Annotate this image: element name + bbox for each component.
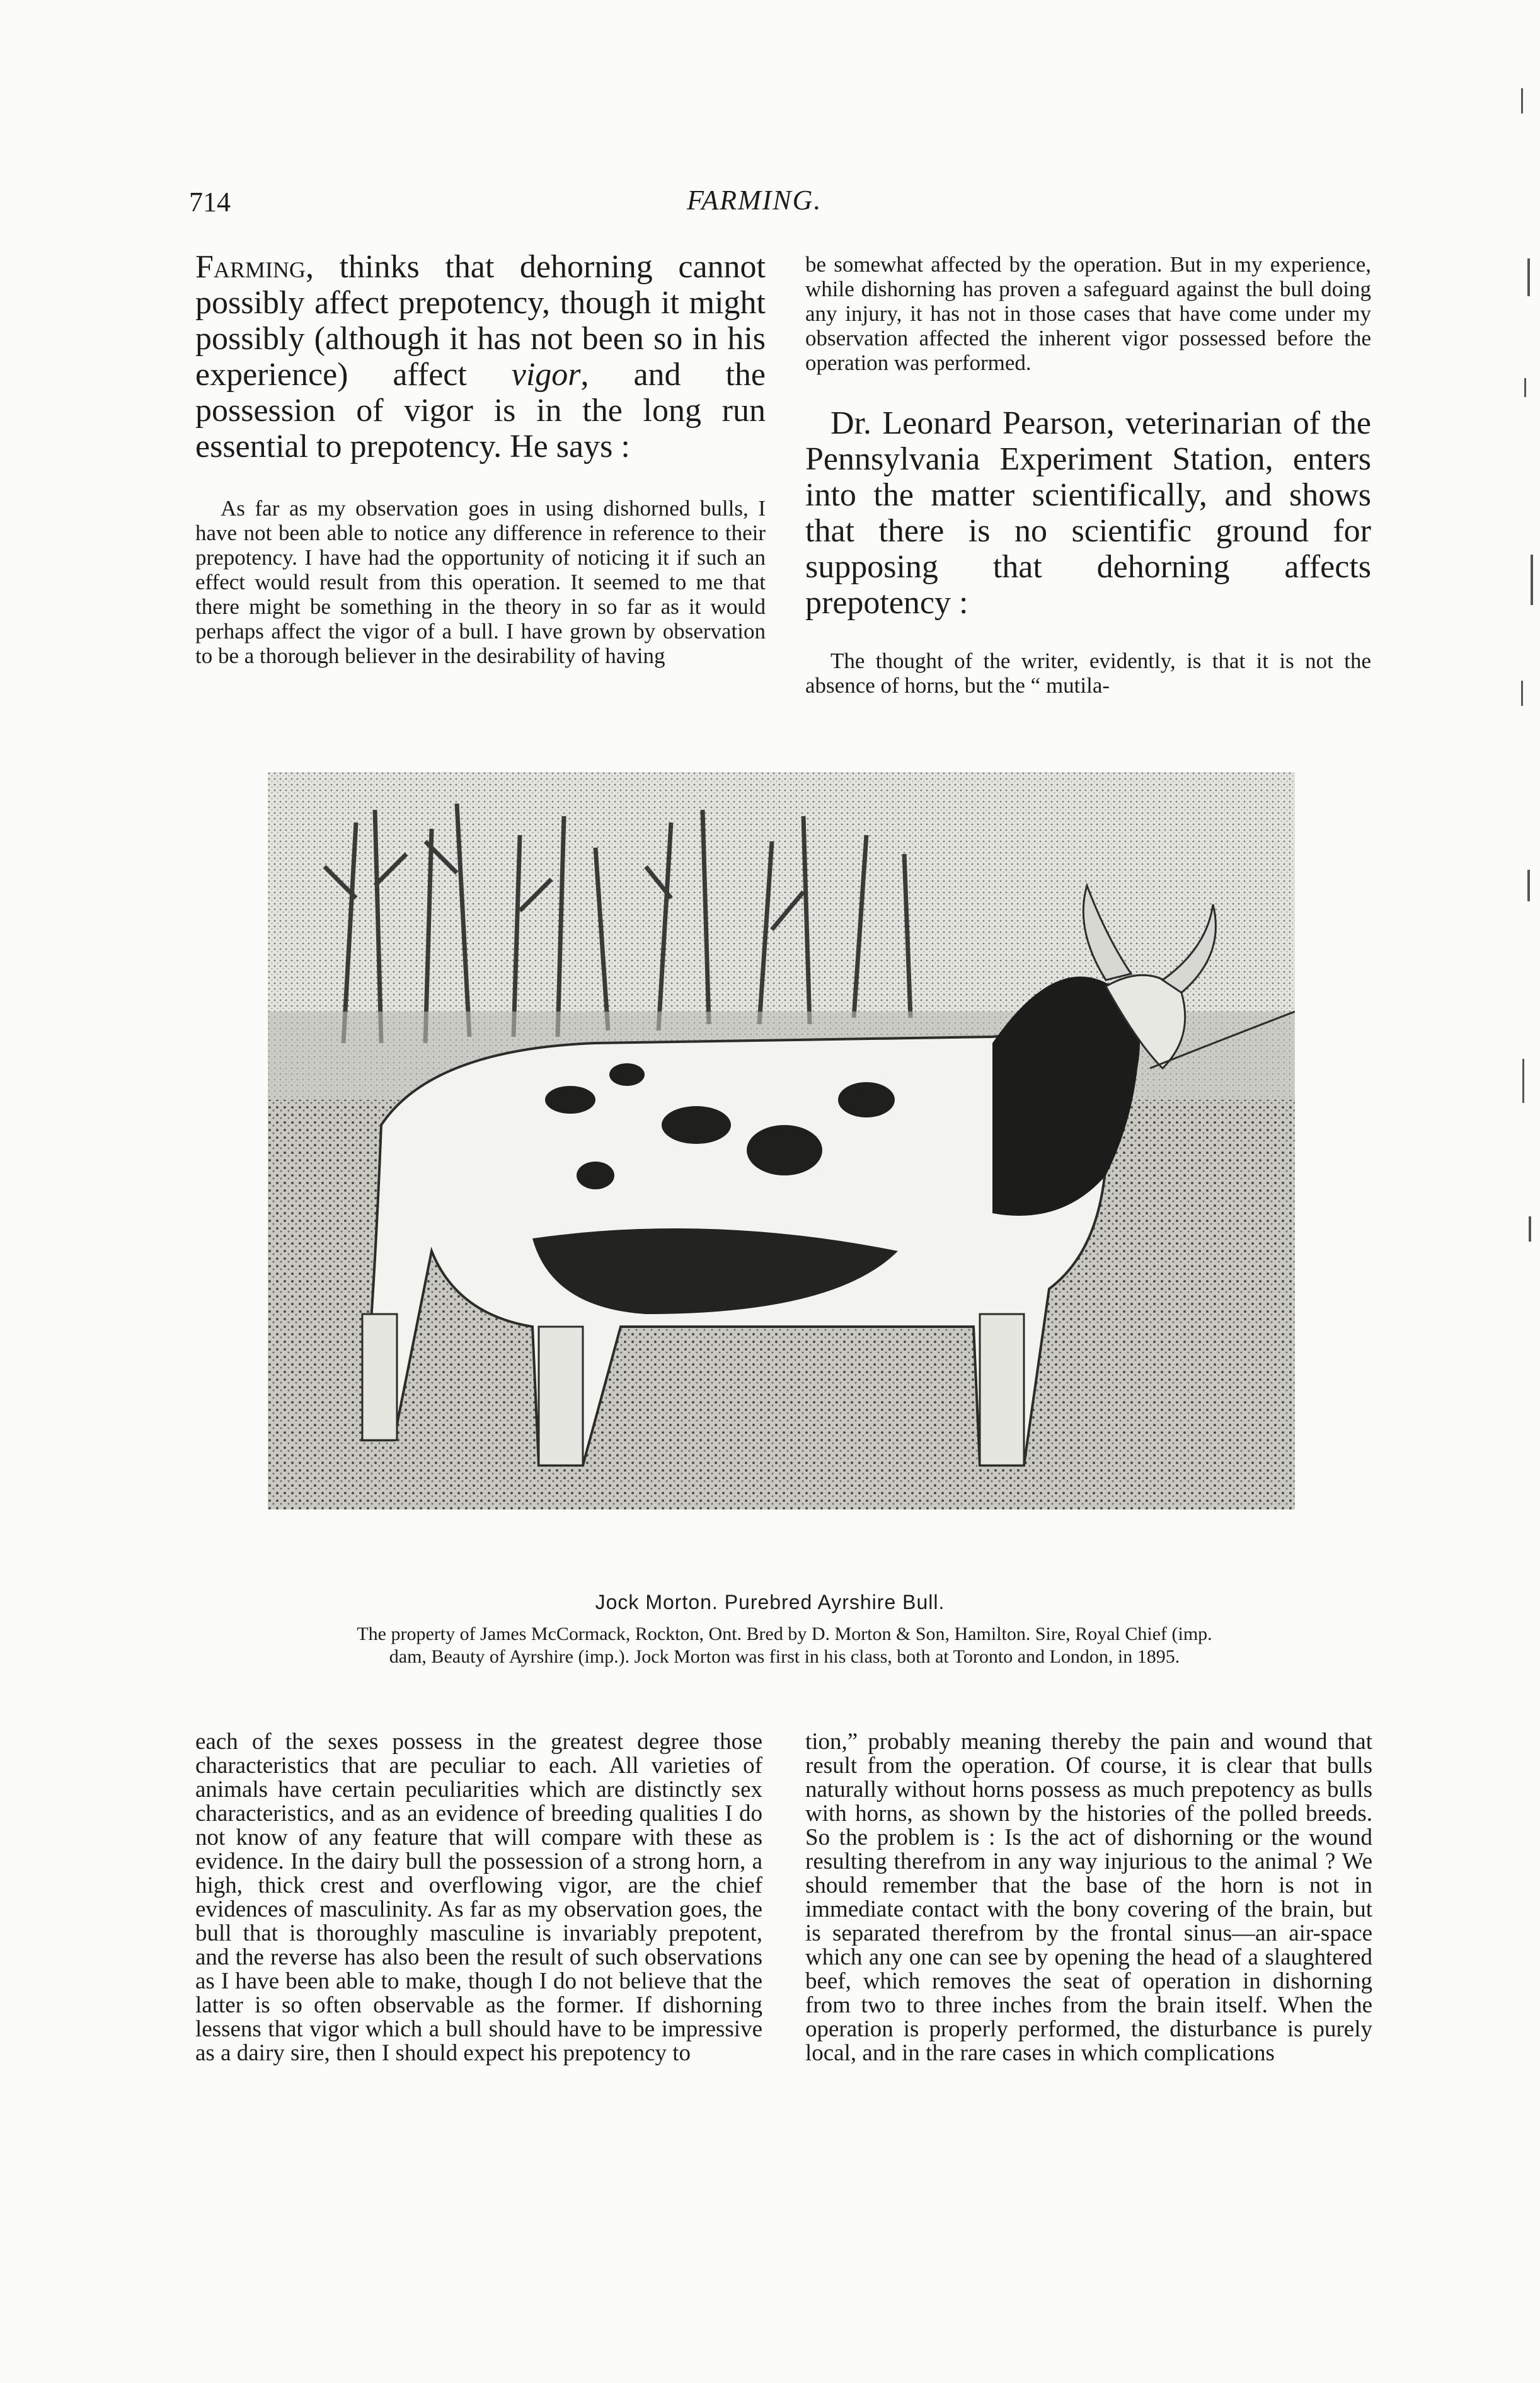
- top-right-column: [805, 252, 1371, 698]
- bottom-right-column: [805, 1730, 1372, 2065]
- page-number: 714: [189, 187, 231, 217]
- bottom-left-column: [195, 1730, 762, 2065]
- top-left-column: [195, 249, 766, 668]
- quote-start: The thought of the writer, evidently, is that it is not the absence of horns, but the “ mutila-: [805, 649, 1371, 698]
- quote-continuation: be somewhat affected by the operation. But in my experience, while dishorning has proven a safeguard against the bull doing any injury, it has not in those cases that have come under my observation affected the inherent vigor possessed before the operation was performed.: [805, 252, 1371, 375]
- scan-edge-artifacts: [1508, 50, 1540, 1563]
- caption-body: [189, 1623, 1380, 1668]
- vigor-italic: vigor: [511, 357, 581, 393]
- farming-lead: Farming: [195, 249, 306, 285]
- running-title: FARMING.: [687, 185, 822, 216]
- caption-title: Jock Morton. Purebred Ayrshire Bull.: [595, 1591, 945, 1613]
- quote-paragraph: As far as my observation goes in using dishorned bulls, I have not been able to notice any difference in reference to their prepotency. I have had the opportunity of noticing it if such an effect would result from this operation. It seemed to me that there might be something in the theory in so far as it would perhaps affect the vigor of a bull. I have grown by observation to be a thorough believer in the desirability of having: [195, 496, 766, 668]
- pearson-paragraph: Dr. Leonard Pearson, veterinarian of the Pennsylvania Experiment Station, enters into the matter scientifically, and shows that there is no scientific ground for supposing that dehorning affects prepotency :: [805, 405, 1371, 621]
- caption-line-2: dam, Beauty of Ayrshire (imp.). Jock Morton was first in his class, both at Toronto and London, in 1895.: [389, 1646, 1180, 1667]
- caption-line-1: The property of James McCormack, Rockton, Ont. Bred by D. Morton & Son, Hamilton. Sire, Royal Chief (imp.: [357, 1624, 1212, 1644]
- bottom-left-text: each of the sexes possess in the greatest degree those characteristics that are peculiar to each. All varieties of animals have certain peculiarities which are distinctly sex characteristics, and as an evidence of breeding qualities I do not know of any feature that will compare with these as evidence. In the dairy bull the possession of a strong horn, a high, thick crest and overflowing vigor, are the chief evidences of masculinity. As far as my observation goes, the bull that is thoroughly masculine is invariably prepotent, and the reverse has also been the result of such observations as I have been able to make, though I do not believe that the latter is so often observable as the former. If dishorning lessens that vigor which a bull should have to be impressive as a dairy sire, then I should expect his prepotency to: [195, 1729, 762, 2066]
- bull-illustration: [268, 772, 1295, 1509]
- intro-paragraph: [195, 249, 766, 464]
- bull-photograph: [268, 772, 1295, 1509]
- intro-rest: , and the possession of vigor is in the long run essential to prepotency. He says :: [195, 357, 766, 464]
- bottom-right-text: tion,” probably meaning thereby the pain and wound that result from the operation. Of course, it is clear that bulls naturally without horns possess as much prepotency as bulls with horns, as shown by the histories of the polled breeds. So the problem is : Is the act of dishorning or the wound resulting therefrom in any way injurious to the animal ? We should remember that the base of the horn is not in immediate contact with the bony covering of the brain, but is separated therefrom by the frontal sinus—an air-space which any one can see by opening the head of a slaughtered beef, which removes the seat of operation in dishorning from two to three inches from the brain itself. When the operation is properly performed, the disturbance is purely local, and in the rare cases in which complications: [805, 1729, 1372, 2066]
- intro-text: , thinks that dehorning cannot possibly affect prepotency, though it might possibly (although it has not been so in his experience) affect: [195, 249, 766, 393]
